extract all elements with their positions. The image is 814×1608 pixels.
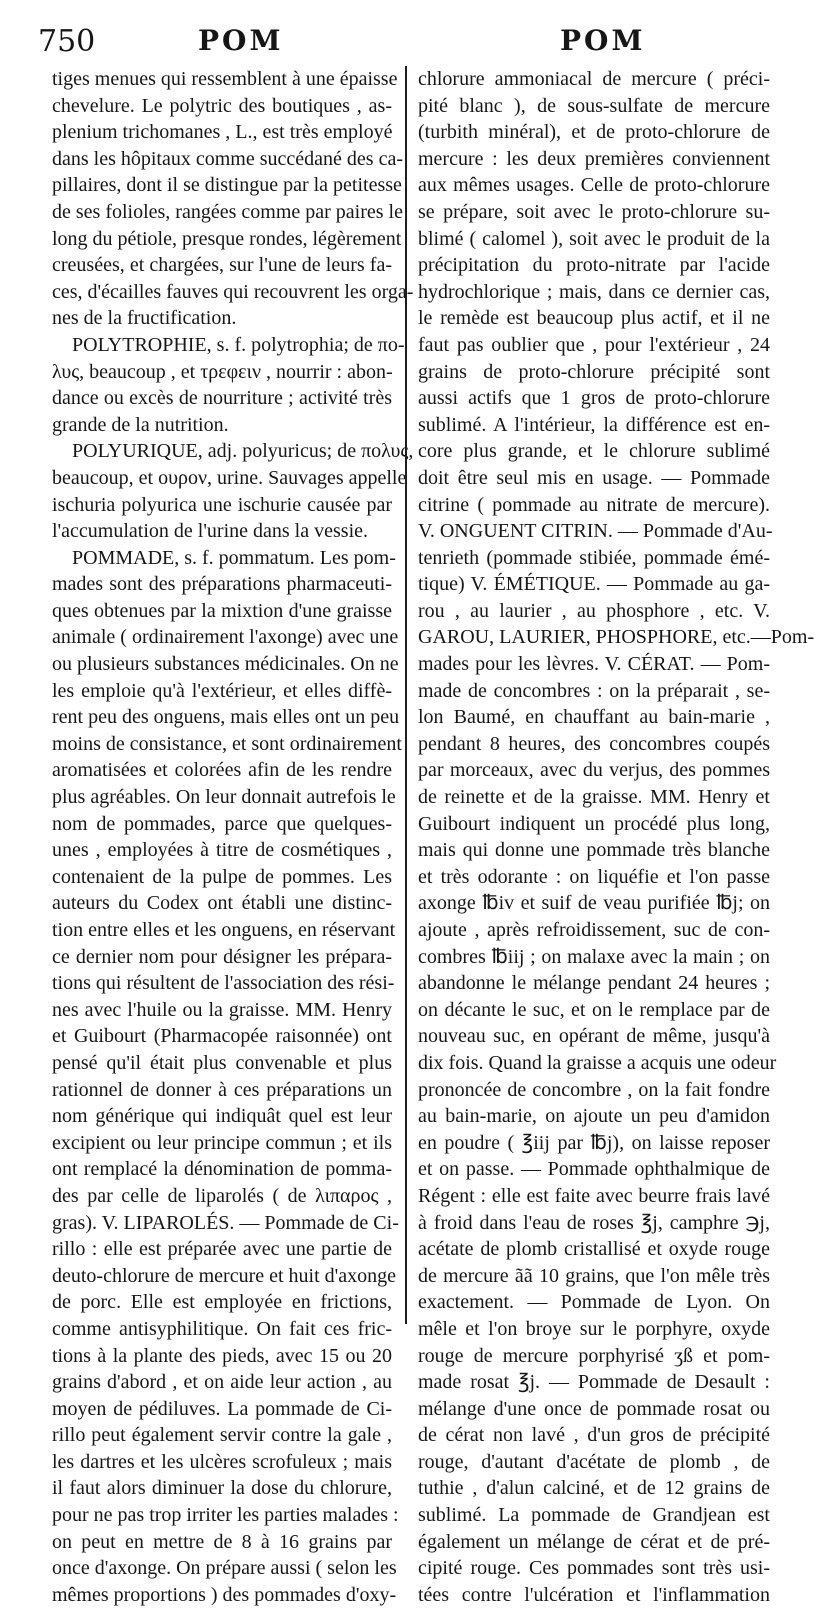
text-line: POMMADE, s. f. pommatum. Les pom- [72,546,396,569]
text-line: acétate de plomb cristallisé et oxyde rouge [418,1238,770,1261]
text-line: lon Baumé, en chauffant au bain-marie , [418,706,770,729]
text-line: et Guibourt (Pharmacopée raisonnée) ont [52,1025,392,1048]
text-line: rent peu des onguens, mais elles ont un peu [52,706,400,729]
text-line: aussi actifs que 1 gros de proto-chlorure [418,387,770,410]
text-line: le remède est beaucoup plus actif, et il ne [418,307,770,330]
text-line: ques obtenues par la mixtion d'une graisse [52,599,392,622]
text-line: il faut alors diminuer la dose du chlorure, [52,1477,392,1500]
text-line: de mercure ãã 10 grains, que l'on mêle très [418,1264,770,1287]
text-line: pensé qu'il était plus convenable et plus [52,1051,392,1074]
text-line: grande de la nutrition. [52,413,229,436]
text-line: axonge ℔iv et suif de veau purifiée ℔j; on [418,892,770,915]
text-line: sublimé. A l'intérieur, la différence est en- [418,413,770,436]
text-line: l'accumulation de l'urine dans la vessie. [52,520,368,543]
text-line: once d'axonge. On prépare aussi ( selon les [52,1557,397,1580]
text-line: (turbith minéral), et de proto-chlorure de [418,121,770,144]
text-line: et très odorante : on liquéfie et l'on passe [418,865,770,888]
text-line: ces, d'écailles fauves qui recouvrent les orga- [52,280,414,303]
text-line: creusées, et chargées, sur l'une de leurs fa- [52,254,392,277]
text-line: précipitation du proto-nitrate par l'acide [418,254,770,277]
text-line: dix fois. Quand la graisse a acquis une odeur [418,1051,777,1074]
text-line: core plus grande, et le chlorure sublimé [418,440,770,463]
text-line: plus agréables. On leur donnait autrefois le [52,786,396,809]
text-line: made rosat ℥j. — Pommade de Desault : [418,1371,770,1394]
text-line: contenaient de la pulpe de pommes. Les [52,865,392,888]
text-line: prononcée de concombre , on la fait fondre [418,1078,770,1101]
text-line: moins de consistance, et sont ordinairement [52,732,402,755]
text-line: nom générique qui indiquât quel est leur [52,1105,392,1128]
text-line: rillo peut également servir contre la gale , [52,1424,392,1447]
text-line: mêmes proportions ) des pommades d'oxy- [52,1583,397,1606]
text-line: long du pétiole, presque rondes, légèrement [52,227,402,250]
page-number: 750 [38,24,96,59]
text-line: rationnel de donner à ces préparations un [52,1078,392,1101]
text-line: tées contre l'ulcération et l'inflammation [418,1583,770,1606]
text-line: de porc. Elle est employée en frictions, [52,1291,392,1314]
text-line: des par celle de liparolés ( de λιπαρος , [52,1184,392,1207]
text-line: aromatisées et colorées afin de les rendre [52,759,392,782]
text-line: Régent : elle est faite avec beurre frais lavé [418,1184,770,1207]
text-line: dance ou excès de nourriture ; activité très [52,387,392,410]
text-line: ischuria polyurica une ischurie causée par [52,493,392,516]
text-line: faut pas oublier que , pour l'extérieur , 24 [418,333,770,356]
text-line: gras). V. LIPAROLÉS. — Pommade de Ci- [52,1211,399,1234]
text-line: unes , employées à titre de cosmétiques , [52,839,392,862]
text-line: mercure : les deux premières conviennent [418,147,770,170]
text-line: POLYTROPHIE, s. f. polytrophia; de πο- [72,333,405,356]
text-line: plenium trichomanes , L., est très employé [52,121,393,144]
text-line: deuto-chlorure de mercure et huit d'axonge [52,1264,397,1287]
text-line: mêle et l'on broye sur le porphyre, oxyde [418,1317,770,1340]
text-line: de reinette et de la graisse. MM. Henry et [418,786,770,809]
text-line: également un mélange de cérat et de pré- [418,1530,770,1553]
text-line: aux mêmes usages. Celle de proto-chlorure [418,174,770,197]
running-header [0,24,800,68]
text-line: tuthie , d'alun calciné, et de 12 grains de [418,1477,770,1500]
text-line: les dartres et les ulcères scrofuleux ; mais [52,1450,392,1473]
text-line: rou , au laurier , au phosphore , etc. V. [418,599,770,622]
text-line: auteurs du Codex ont établi une distinc- [52,892,392,915]
text-line: par morceaux, avec du verjus, des pommes [418,759,770,782]
text-line: mais qui donne une pommade très blanche [418,839,770,862]
text-line: pité blanc ), de sous-sulfate de mercure [418,94,770,117]
left-text-column [52,66,414,1606]
text-line: citrine ( pommade au nitrate de mercure). [418,493,770,516]
text-line: moyen de pédiluves. La pommade de Ci- [52,1397,392,1420]
text-line: tion entre elles et les onguens, en réservant [52,919,396,941]
text-line: dans les hôpitaux comme succédané des ca- [52,147,403,170]
text-line: blimé ( calomel ), soit avec le produit de la [418,227,770,250]
text-line: pendant 8 heures, des concombres coupés [418,732,770,755]
text-line: ou plusieurs substances médicinales. On ne [52,653,399,676]
right-text-column [418,66,814,1606]
text-line: comme antisyphilitique. On fait ces fric- [52,1317,392,1340]
text-line: Guibourt indiquent un procédé plus long, [418,812,770,835]
text-line: sublimé. La pommade de Grandjean est [418,1504,770,1527]
text-line: cipité rouge. Ces pommades sont très usi- [418,1557,770,1580]
text-line: de cérat non lavé , d'un gros de précipité [418,1424,770,1447]
text-line: GAROU, LAURIER, PHOSPHORE, etc.—Pom- [418,626,814,649]
text-line: tions à la plante des pieds, avec 15 ou 20 [52,1344,392,1367]
text-line: les emploie qu'à l'extérieur, et elles diffè- [52,679,392,702]
text-line: rillo : elle est préparée avec une partie de [52,1238,392,1261]
text-line: chlorure ammoniacal de mercure ( préci- [418,68,770,90]
text-line: se prépare, soit avec le proto-chlorure su- [418,200,770,223]
text-line: hydrochlorique ; mais, dans ce dernier cas, [418,280,770,303]
text-line: on décante le suc, et on le remplace par de [418,998,770,1021]
guide-word-right: POM [560,24,646,57]
text-line: nouveau suc, en opérant de même, jusqu'à [418,1025,770,1048]
text-line: à froid dans l'eau de roses ℥j, camphre ℈j, [418,1211,770,1234]
text-line: nes de la fructification. [52,307,237,330]
text-line: excipient ou leur principe commun ; et ils [52,1131,392,1154]
text-line: chevelure. Le polytric des boutiques , as- [52,94,392,117]
text-line: nes avec l'huile ou la graisse. MM. Henry [52,998,392,1021]
text-line: nom de pommades, parce que quelques- [52,812,392,835]
text-line: exactement. — Pommade de Lyon. On [418,1291,770,1314]
text-line: mades sont des préparations pharmaceuti- [52,573,392,596]
column-divider [405,66,407,1324]
text-line: POLYURIQUE, adj. polyuricus; de πολυς, [72,440,414,463]
text-line: abandonne le mélange pendant 24 heures ; [418,972,770,995]
text-line: tique) V. ÉMÉTIQUE. — Pommade au ga- [418,573,770,596]
text-line: combres ℔iij ; on malaxe avec la main ; on [418,945,770,968]
text-line: beaucoup, et ουρον, urine. Sauvages appelle [52,466,407,489]
text-line: doit être seul mis en usage. — Pommade [418,466,770,489]
text-line: on peut en mettre de 8 à 16 grains par [52,1530,392,1553]
text-line: et on passe. — Pommade ophthalmique de [418,1158,770,1181]
text-line: pillaires, dont il se distingue par la petitesse [52,174,402,197]
text-line: grains de proto-chlorure précipité sont [418,360,770,383]
text-line: en poudre ( ℥iij par ℔j), on laisse reposer [418,1131,770,1154]
text-line: V. ONGUENT CITRIN. — Pommade d'Au- [418,520,773,543]
text-line: rouge de mercure porphyrisé ʒß et pom- [418,1344,770,1367]
text-line: tions qui résultent de l'association des rési- [52,972,395,995]
text-line: pour ne pas trop irriter les parties malades : [52,1504,399,1527]
text-line: ont remplacé la dénomination de pomma- [52,1158,392,1181]
text-line: animale ( ordinairement l'axonge) avec une [52,626,399,649]
guide-word-left: POM [198,24,284,57]
text-line: rouge, d'autant d'acétate de plomb , de [418,1450,770,1473]
text-line: λυς, beaucoup , et τρεφειν , nourrir : abon- [52,360,393,383]
text-line: de ses folioles, rangées comme par paires le [52,200,403,223]
text-line: tenrieth (pommade stibiée, pommade émé- [418,546,770,569]
text-line: ce dernier nom pour désigner les prépara- [52,945,392,968]
text-line: mélange d'une once de pommade rosat ou [418,1397,770,1420]
text-line: mades pour les lèvres. V. CÉRAT. — Pom- [418,653,770,676]
text-line: au bain-marie, on ajoute un peu d'amidon [418,1105,770,1128]
text-line: made de concombres : on la préparait , se- [418,679,770,702]
text-line: tiges menues qui ressemblent à une épaisse [52,68,398,90]
text-line: ajoute , après refroidissement, suc de con- [418,919,770,941]
text-line: grains d'abord , et on aide leur action , au [52,1371,392,1394]
